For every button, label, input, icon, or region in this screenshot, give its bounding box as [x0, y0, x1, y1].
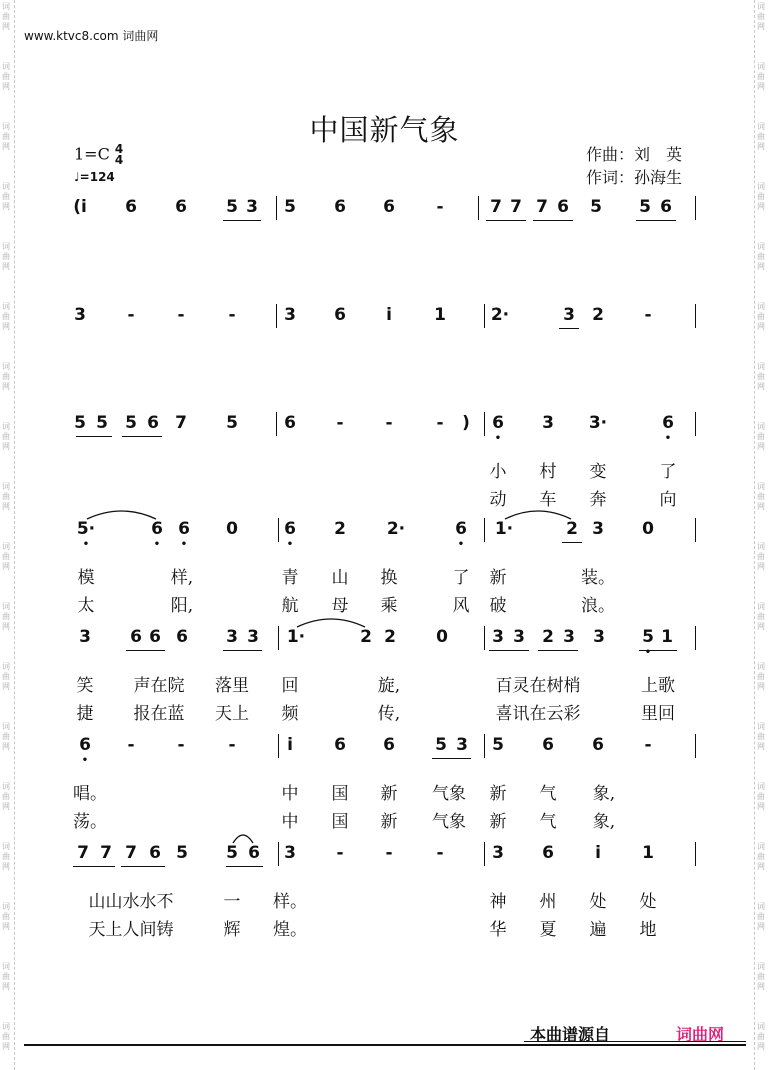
lyric-verse2: 地: [639, 920, 657, 940]
note: 5: [226, 843, 238, 863]
site-url[interactable]: www.ktvc8.com 词曲网: [24, 29, 159, 43]
note: 3: [492, 627, 504, 647]
note: 6: [334, 305, 346, 325]
note: 3: [542, 413, 554, 433]
lyric-verse2: 喜讯在云彩: [495, 704, 581, 724]
note: 6: [79, 735, 91, 755]
note: -: [127, 305, 135, 325]
slur-arc: [296, 614, 366, 628]
watermark-text: 词 曲 网: [757, 962, 765, 991]
lyric-verse1: 气: [539, 784, 557, 804]
note: 5: [226, 413, 238, 433]
note: 0: [642, 519, 654, 539]
bar-line: [276, 412, 277, 436]
note: 6: [178, 519, 190, 539]
note: 2·: [386, 519, 406, 539]
lyric-verse2: 频: [281, 704, 299, 724]
note: 1·: [494, 519, 514, 539]
note: -: [228, 305, 236, 325]
note: 6: [334, 197, 346, 217]
lyric-verse1: 笑: [76, 676, 94, 696]
lyric-verse1: 样,: [170, 568, 194, 588]
note: 3: [226, 627, 238, 647]
note: 5: [642, 627, 654, 647]
lyric-verse2: 中: [281, 812, 299, 832]
key-signature: [74, 144, 123, 166]
lyric-verse2: 遍: [589, 920, 607, 940]
lyric-verse1: 换: [380, 568, 398, 588]
beam-underline: [73, 866, 115, 867]
lyric-verse1: 山山水水不: [88, 892, 174, 912]
watermark-text: 词 曲 网: [757, 662, 765, 691]
lyric-verse1: 村: [539, 462, 557, 482]
watermark-text: 词 曲 网: [2, 302, 10, 331]
lyric-verse1: 小: [489, 462, 507, 482]
beam-underline: [562, 542, 582, 543]
lyric-verse1: 山: [331, 568, 349, 588]
note: 6: [455, 519, 467, 539]
watermark-text: 词 曲 网: [757, 782, 765, 811]
note: 6: [662, 413, 674, 433]
watermark-text: 词 曲 网: [757, 122, 765, 151]
key-label: 1=C: [74, 144, 110, 164]
note: -: [644, 305, 652, 325]
watermark-text: 词 曲 网: [757, 2, 765, 31]
note: 7: [510, 197, 522, 217]
bar-line: [484, 626, 485, 650]
slur-arc: [232, 830, 254, 844]
watermark-text: 词 曲 网: [2, 722, 10, 751]
bar-line: [695, 196, 696, 220]
right-watermark-strip: [754, 0, 769, 1070]
watermark-text: 词 曲 网: [757, 302, 765, 331]
note: -: [436, 843, 444, 863]
footer-underline: [524, 1041, 746, 1042]
watermark-text: 词 曲 网: [757, 362, 765, 391]
note: 5: [74, 413, 86, 433]
watermark-text: 词 曲 网: [757, 422, 765, 451]
lyric-verse1: 落里: [215, 676, 249, 696]
lyric-verse2: 传,: [377, 704, 401, 724]
lyric-verse1: 样。: [273, 892, 307, 912]
lyric-verse2: 里回: [641, 704, 675, 724]
note: 2: [334, 519, 346, 539]
beam-underline: [489, 650, 529, 651]
note: ): [462, 413, 470, 433]
lyric-verse2: 新: [489, 812, 507, 832]
octave-dot: •: [286, 539, 294, 550]
bar-line: [278, 518, 279, 542]
note: -: [177, 735, 185, 755]
lyric-verse1: 唱。: [73, 784, 107, 804]
note: 6: [557, 197, 569, 217]
bar-line: [695, 518, 696, 542]
beam-underline: [636, 220, 676, 221]
beam-underline: [223, 650, 262, 651]
beam-underline: [432, 758, 471, 759]
lyric-verse1: 声在院: [133, 676, 185, 696]
watermark-text: 词 曲 网: [2, 842, 10, 871]
note: 2: [360, 627, 372, 647]
watermark-text: 词 曲 网: [2, 602, 10, 631]
note: 6: [660, 197, 672, 217]
bar-line: [695, 626, 696, 650]
lyric-verse2: 象,: [592, 812, 616, 832]
watermark-text: 词 曲 网: [2, 182, 10, 211]
lyric-verse2: 煌。: [273, 920, 307, 940]
lyric-verse1: 新: [489, 568, 507, 588]
lyric-verse2: 气象: [432, 812, 466, 832]
footer-divider: [24, 1044, 746, 1046]
lyric-verse1: 国: [331, 784, 349, 804]
note: 5: [492, 735, 504, 755]
bar-line: [478, 196, 479, 220]
beam-underline: [76, 436, 112, 437]
note: 6: [542, 735, 554, 755]
lyric-verse1: 模: [77, 568, 95, 588]
note: 6: [248, 843, 260, 863]
note: -: [436, 413, 444, 433]
octave-dot: •: [644, 647, 652, 658]
tempo-mark: ♩=124: [74, 170, 115, 184]
watermark-text: 词 曲 网: [2, 1022, 10, 1051]
lyric-verse2: 浪。: [581, 596, 615, 616]
note: -: [436, 197, 444, 217]
note: 0: [436, 627, 448, 647]
note: 3: [593, 627, 605, 647]
note: 6: [383, 197, 395, 217]
lyric-verse2: 阳,: [170, 596, 194, 616]
note: 1: [661, 627, 673, 647]
lyric-verse1: 气象: [432, 784, 466, 804]
watermark-text: 词 曲 网: [2, 422, 10, 451]
note: 7: [536, 197, 548, 217]
note: 7: [77, 843, 89, 863]
lyric-verse2: 华: [489, 920, 507, 940]
note: 6: [284, 519, 296, 539]
slur-arc: [504, 506, 572, 520]
note: 1·: [286, 627, 306, 647]
meter-bottom: 4: [114, 153, 124, 167]
composer: 作曲：刘 英: [586, 145, 683, 164]
bar-line: [484, 304, 485, 328]
note: 6: [542, 843, 554, 863]
octave-dot: •: [153, 539, 161, 550]
octave-dot: •: [82, 539, 90, 550]
beam-underline: [533, 220, 573, 221]
note: 6: [147, 413, 159, 433]
watermark-text: 词 曲 网: [757, 62, 765, 91]
note: 6: [151, 519, 163, 539]
note: 6: [125, 197, 137, 217]
bar-line: [278, 626, 279, 650]
note: 3: [456, 735, 468, 755]
beam-underline: [226, 866, 263, 867]
lyric-verse2: 乘: [380, 596, 398, 616]
octave-dot: •: [81, 755, 89, 766]
watermark-text: 词 曲 网: [2, 542, 10, 571]
bar-line: [695, 734, 696, 758]
note: 6: [383, 735, 395, 755]
note: 5: [435, 735, 447, 755]
note: 5: [590, 197, 602, 217]
note: 3: [246, 197, 258, 217]
lyric-verse2: 奔: [589, 490, 607, 510]
watermark-text: 词 曲 网: [757, 602, 765, 631]
watermark-text: 词 曲 网: [757, 542, 765, 571]
lyric-verse2: 天上人间铸: [88, 920, 174, 940]
lyric-verse1: 百灵在树梢: [495, 676, 581, 696]
beam-underline: [126, 650, 165, 651]
bar-line: [278, 734, 279, 758]
watermark-text: 词 曲 网: [2, 662, 10, 691]
lyric-verse2: 国: [331, 812, 349, 832]
note: 5: [125, 413, 137, 433]
note: -: [644, 735, 652, 755]
watermark-text: 词 曲 网: [2, 122, 10, 151]
bar-line: [484, 842, 485, 866]
beam-underline: [122, 436, 162, 437]
note: 3: [79, 627, 91, 647]
note: 7: [175, 413, 187, 433]
footer-label: 本曲谱源自: [530, 1025, 611, 1044]
watermark-text: 词 曲 网: [757, 842, 765, 871]
lyric-verse2: 破: [489, 596, 507, 616]
lyric-verse2: 风: [452, 596, 470, 616]
beam-underline: [121, 866, 165, 867]
note: 3: [563, 627, 575, 647]
note: 6: [149, 627, 161, 647]
watermark-text: 词 曲 网: [757, 722, 765, 751]
beam-underline: [486, 220, 526, 221]
song-title: 中国新气象: [309, 113, 460, 147]
note: 3: [513, 627, 525, 647]
time-signature: [115, 144, 123, 166]
watermark-text: 词 曲 网: [2, 902, 10, 931]
bar-line: [695, 304, 696, 328]
note: (i: [73, 197, 87, 217]
note: -: [385, 413, 393, 433]
note: 3: [563, 305, 575, 325]
note: 5: [96, 413, 108, 433]
octave-dot: •: [457, 539, 465, 550]
lyric-verse2: 太: [77, 596, 95, 616]
note: 3·: [588, 413, 608, 433]
lyric-verse1: 回: [281, 676, 299, 696]
beam-underline: [223, 220, 261, 221]
lyric-verse2: 车: [539, 490, 557, 510]
watermark-text: 词 曲 网: [2, 362, 10, 391]
note: -: [336, 843, 344, 863]
lyric-verse2: 捷: [76, 704, 94, 724]
watermark-text: 词 曲 网: [757, 1022, 765, 1051]
note: -: [228, 735, 236, 755]
lyric-verse1: 神: [489, 892, 507, 912]
note: 7: [100, 843, 112, 863]
lyric-verse2: 动: [489, 490, 507, 510]
lyric-verse1: 处: [589, 892, 607, 912]
note: 6: [492, 413, 504, 433]
note: i: [595, 843, 601, 863]
bar-line: [484, 518, 485, 542]
note: 7: [490, 197, 502, 217]
bar-line: [484, 734, 485, 758]
meter-top: 4: [114, 142, 124, 156]
note: 3: [284, 843, 296, 863]
bar-line: [276, 196, 277, 220]
note: 5: [284, 197, 296, 217]
note: 6: [592, 735, 604, 755]
lyric-verse2: 气: [539, 812, 557, 832]
note: 6: [130, 627, 142, 647]
note: 3: [592, 519, 604, 539]
lyric-verse1: 了: [452, 568, 470, 588]
note: 2: [592, 305, 604, 325]
lyric-verse2: 向: [659, 490, 677, 510]
octave-dot: •: [494, 433, 502, 444]
lyric-verse1: 象,: [592, 784, 616, 804]
note: i: [287, 735, 293, 755]
note: 6: [284, 413, 296, 433]
lyric-verse2: 新: [380, 812, 398, 832]
bar-line: [276, 304, 277, 328]
note: 3: [284, 305, 296, 325]
bar-line: [278, 842, 279, 866]
lyric-verse2: 荡。: [73, 812, 107, 832]
lyric-verse1: 州: [539, 892, 557, 912]
lyric-verse1: 装。: [581, 568, 615, 588]
note: 2: [384, 627, 396, 647]
octave-dot: •: [664, 433, 672, 444]
note: 2·: [490, 305, 510, 325]
lyric-verse2: 夏: [539, 920, 557, 940]
lyric-verse1: 新: [380, 784, 398, 804]
lyric-verse1: 上歌: [641, 676, 675, 696]
watermark-text: 词 曲 网: [757, 242, 765, 271]
note: 6: [176, 627, 188, 647]
lyric-verse2: 航: [281, 596, 299, 616]
lyric-verse1: 了: [659, 462, 677, 482]
watermark-text: 词 曲 网: [757, 902, 765, 931]
lyric-verse1: 旋,: [377, 676, 401, 696]
watermark-text: 词 曲 网: [757, 482, 765, 511]
octave-dot: •: [180, 539, 188, 550]
lyric-verse2: 母: [331, 596, 349, 616]
watermark-text: 词 曲 网: [2, 782, 10, 811]
lyric-verse1: 中: [281, 784, 299, 804]
watermark-text: 词 曲 网: [2, 962, 10, 991]
lyric-verse2: 辉: [223, 920, 241, 940]
note: 3: [74, 305, 86, 325]
note: 6: [334, 735, 346, 755]
bar-line: [695, 412, 696, 436]
note: -: [177, 305, 185, 325]
note: 7: [125, 843, 137, 863]
lyricist: 作词：孙海生: [586, 168, 683, 187]
watermark-text: 词 曲 网: [2, 482, 10, 511]
note: i: [386, 305, 392, 325]
note: -: [385, 843, 393, 863]
note: -: [336, 413, 344, 433]
beam-underline: [538, 650, 578, 651]
lyric-verse1: 新: [489, 784, 507, 804]
note: 5·: [76, 519, 96, 539]
note: 0: [226, 519, 238, 539]
note: 6: [149, 843, 161, 863]
footer-brand[interactable]: 词曲网: [676, 1025, 725, 1044]
note: 5: [176, 843, 188, 863]
note: -: [127, 735, 135, 755]
note: 6: [175, 197, 187, 217]
watermark-text: 词 曲 网: [2, 242, 10, 271]
lyric-verse2: 报在蓝: [133, 704, 185, 724]
beam-underline: [559, 328, 579, 329]
beam-underline: [639, 650, 677, 651]
bar-line: [484, 412, 485, 436]
lyric-verse1: 一: [223, 892, 241, 912]
slur-arc: [86, 506, 157, 520]
note: 1: [642, 843, 654, 863]
note: 2: [566, 519, 578, 539]
lyric-verse2: 天上: [215, 704, 249, 724]
lyric-verse1: 变: [589, 462, 607, 482]
credits: [586, 143, 682, 189]
bar-line: [695, 842, 696, 866]
note: 5: [639, 197, 651, 217]
note: 3: [247, 627, 259, 647]
note: 5: [226, 197, 238, 217]
watermark-text: 词 曲 网: [2, 62, 10, 91]
note: 1: [434, 305, 446, 325]
note: 3: [492, 843, 504, 863]
watermark-text: 词 曲 网: [2, 2, 10, 31]
lyric-verse1: 处: [639, 892, 657, 912]
left-watermark-strip: [0, 0, 15, 1070]
watermark-text: 词 曲 网: [757, 182, 765, 211]
lyric-verse1: 青: [281, 568, 299, 588]
note: 2: [542, 627, 554, 647]
